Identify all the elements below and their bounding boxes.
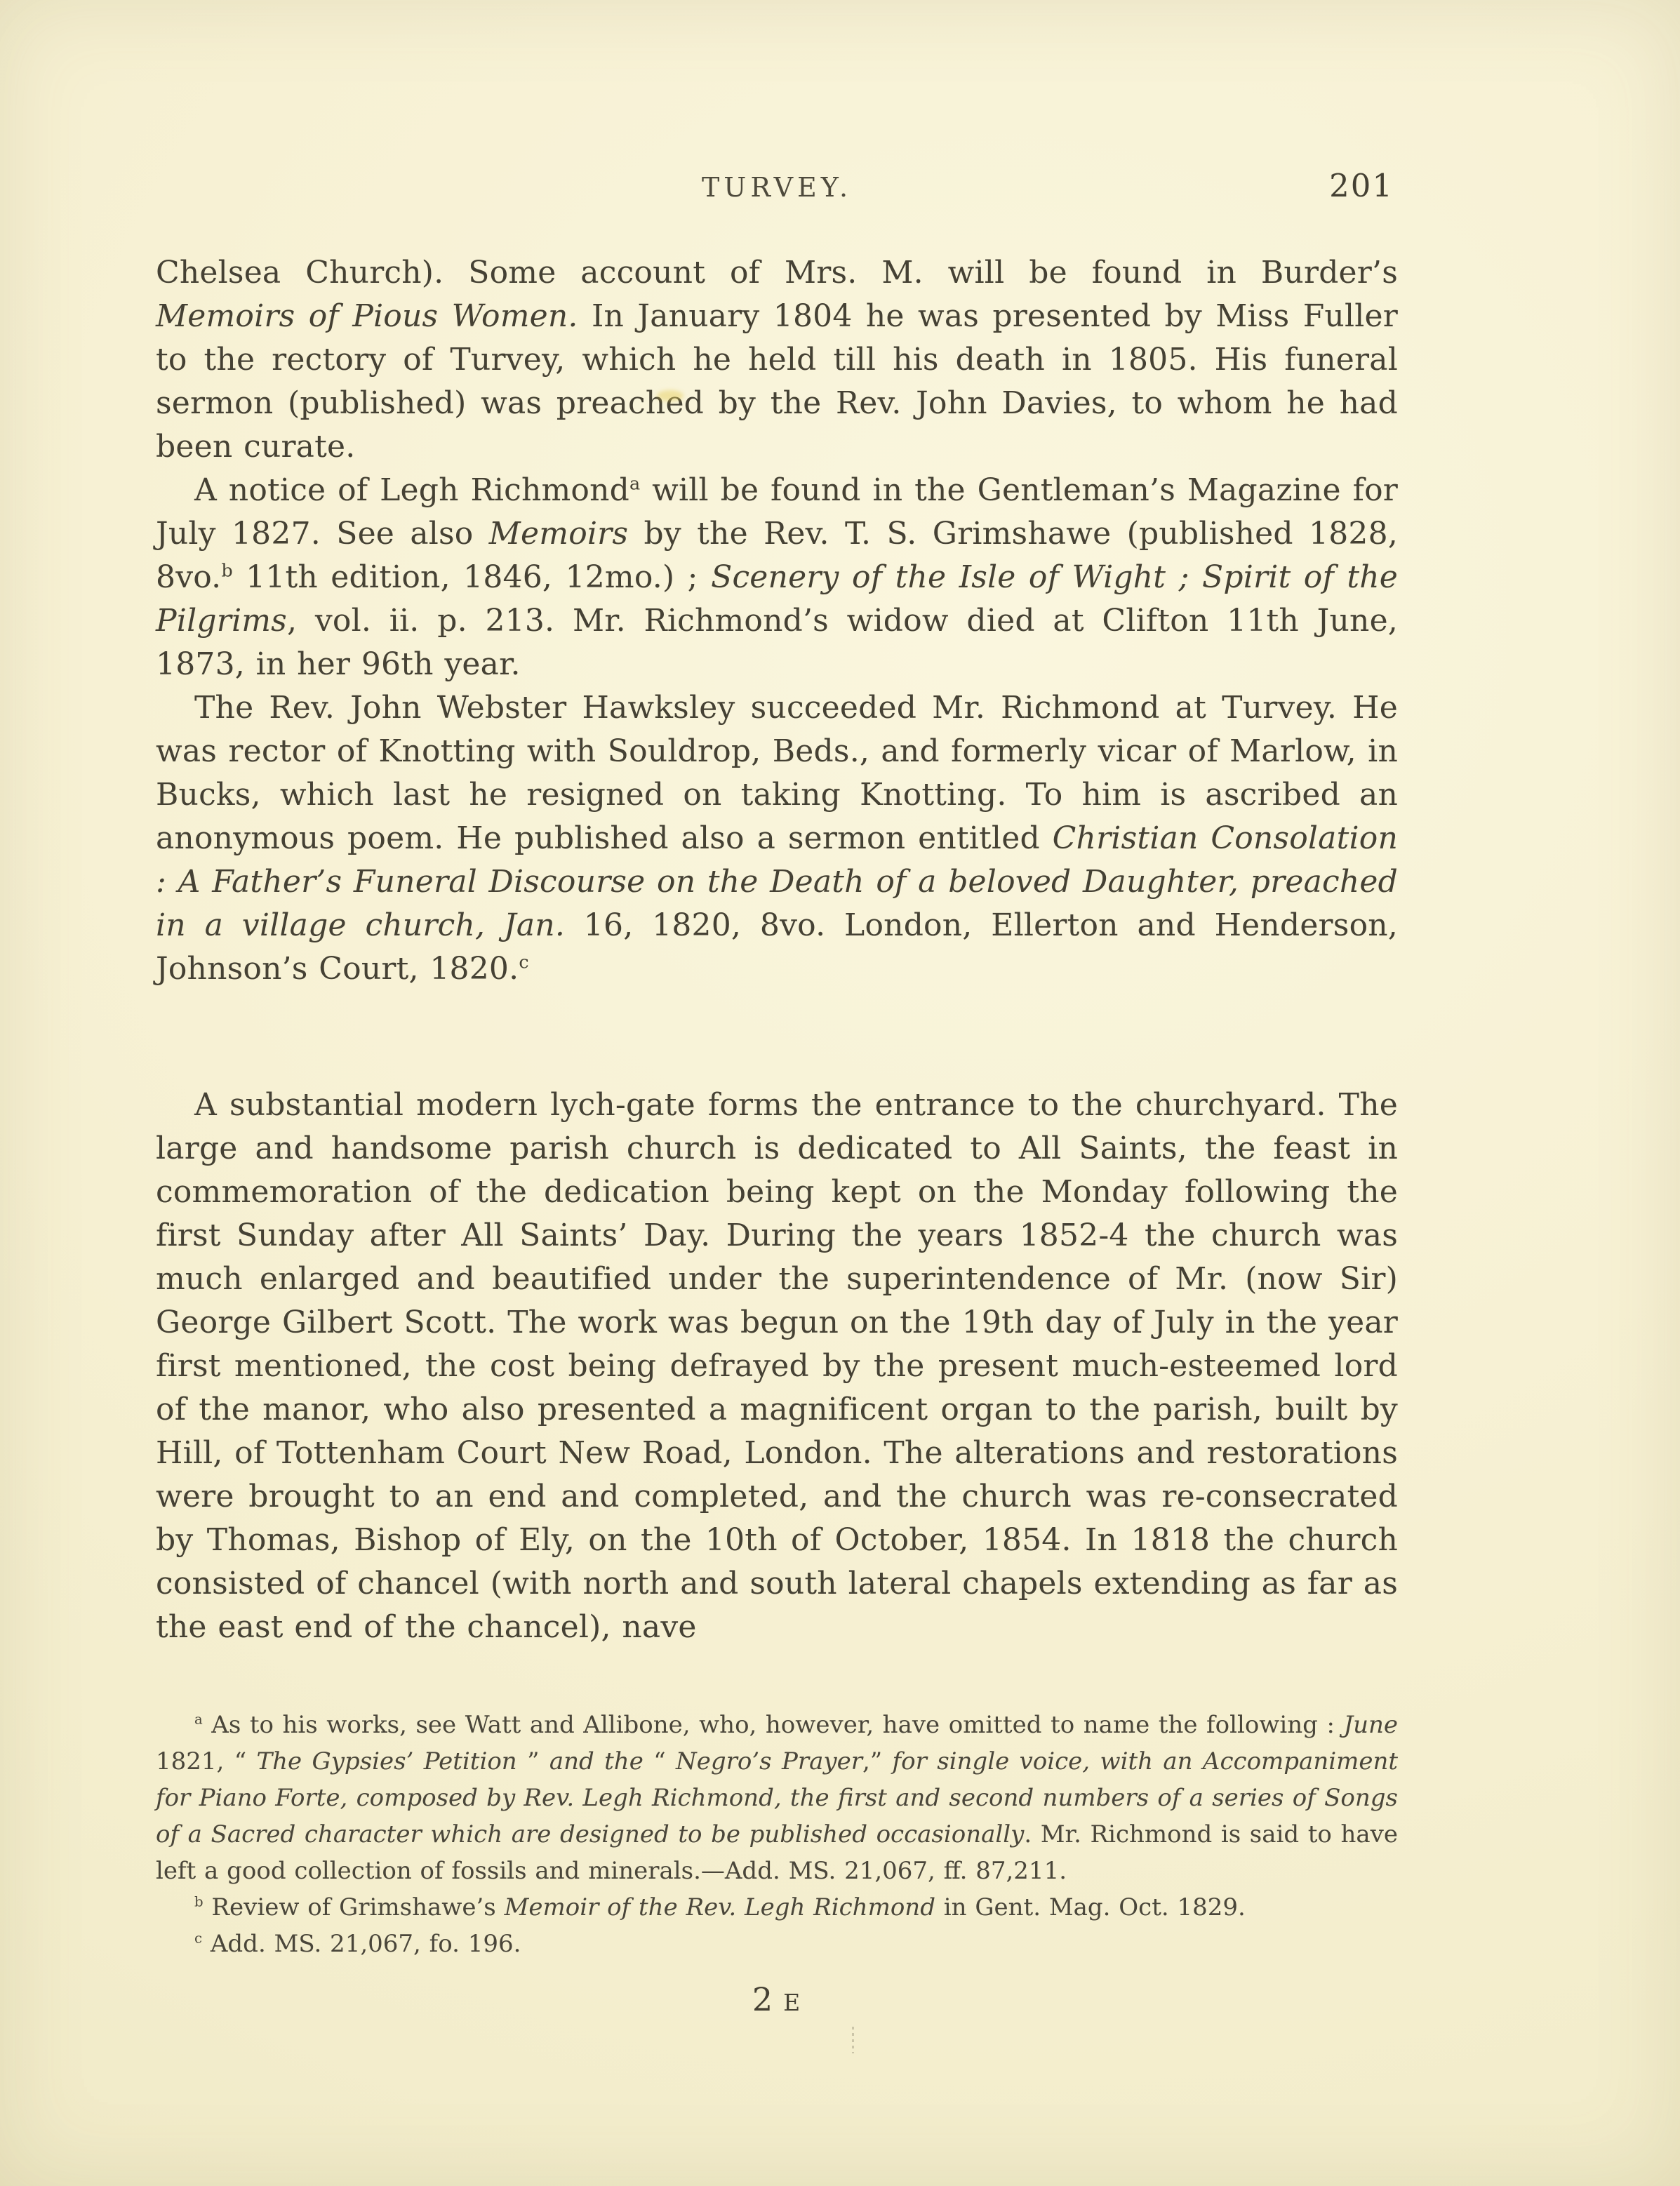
paper-speck: [852, 2027, 854, 2053]
footnote-marker: c: [194, 1930, 203, 1947]
text-segment: Scenery of the Isle of Wight ; Spirit of the Pilgrims: [156, 559, 1398, 639]
text-segment: Memoirs of Pious Women.: [156, 298, 578, 334]
page-header: [156, 167, 1398, 213]
footnote-marker: a: [629, 473, 641, 495]
footnote-marker: a: [194, 1711, 203, 1728]
text-segment: ”: [516, 1747, 549, 1775]
text-segment: 16, 1820, 8vo. London, Ellerton and Henderson, Johnson’s Court, 1820.: [156, 907, 1398, 987]
paragraph-4: [156, 1084, 1398, 1649]
text-segment: The Gypsies’ Petition: [256, 1747, 517, 1775]
text-segment: A notice of Legh Richmond: [194, 472, 630, 508]
paragraph-3: [156, 686, 1398, 991]
running-title: TURVEY.: [701, 172, 853, 203]
text-segment: by the Rev. T. S. Grimshawe (published 1828, 8vo.: [156, 516, 1398, 595]
text-segment: Negro’s Prayer: [675, 1747, 862, 1775]
footnote-c: [156, 1926, 1398, 1962]
text-segment: ,”: [862, 1747, 893, 1775]
footnote-a: [156, 1707, 1398, 1889]
text-segment: 1821, “: [156, 1747, 257, 1775]
text-segment: in Gent. Mag. Oct. 1829.: [935, 1893, 1246, 1921]
text-segment: , vol. ii. p. 213. Mr. Richmond’s widow died at Clifton 11th June, 1873, in her 96th year.: [156, 603, 1398, 682]
text-segment: June: [1343, 1711, 1398, 1739]
text-segment: Memoir of the Rev. Legh Richmond: [504, 1893, 935, 1921]
paragraph-1: [156, 251, 1398, 469]
text-segment: Chelsea Church). Some account of Mrs. M. will be found in Burder’s: [156, 255, 1398, 291]
footnote-marker: b: [221, 560, 233, 582]
text-segment: 11th edition, 1846, 12mo.) ;: [232, 559, 712, 595]
text-segment: As to his works, see Watt and Allibone, who, however, have omitted to name the following :: [202, 1711, 1344, 1739]
text-segment: and the: [549, 1747, 644, 1775]
text-segment: will be found in the Gentleman’s Magazine for July 1827. See also: [156, 472, 1399, 552]
text-segment: Add. MS. 21,067, fo. 196.: [202, 1930, 521, 1958]
text-segment: . Mr. Richmond is said to have left a good collection of fossils and minerals.—Add. MS. 21,067, ff. 87,211.: [156, 1820, 1399, 1885]
text-segment: Memoirs: [488, 516, 629, 552]
footnote-marker: b: [194, 1893, 204, 1910]
footnote-b: [156, 1889, 1398, 1926]
text-segment: for single voice, with an Accompaniment for Piano Forte, composed by Rev. Legh Richmond, the first and second numbers of a series of Songs of a Sacred character which are designed to be published occasionally: [156, 1747, 1399, 1848]
paper-stain: [657, 390, 684, 401]
page-number: 201: [1329, 167, 1394, 204]
text-segment: “: [643, 1747, 676, 1775]
footnote-marker: c: [519, 952, 529, 973]
text-segment: Review of Grimshawe’s: [203, 1893, 505, 1921]
text-segment: In January 1804 he was presented by Miss Fuller to the rectory of Turvey, which he held till his death in 1805. His funeral sermon (published) was preached by the Rev. John Davies, to whom he had been curate.: [156, 298, 1398, 465]
text-column: [156, 251, 1398, 2018]
text-segment: A substantial modern lych-gate forms the entrance to the churchyard. The large and handsome parish church is dedicated to All Saints, the feast in commemoration of the dedication being kept on the Monday following the first Sunday after All Saints’ Day. During the years 1852-4 the church was much enlarged and beautified under the superintendence of Mr. (now Sir) George Gilbert Scott. The work was begun on the 19th day of July in the year first mentioned, the cost being defrayed by the present much-esteemed lord of the manor, who also presented a magnificent organ to the parish, built by Hill, of Tottenham Court New Road, London. The alterations and restorations were brought to an end and completed, and the church was re-consecrated by Thomas, Bishop of Ely, on the 10th of October, 1854. In 1818 the church consisted of chancel (with north and south lateral chapels extending as far as the east end of the chancel), nave: [156, 1087, 1398, 1645]
signature-number: 2: [752, 1980, 773, 2018]
signature-mark: [156, 1980, 1398, 2018]
text-segment: Christian Consolation : A Father’s Funeral Discourse on the Death of a beloved Daughter, preached in a village church, Jan.: [156, 820, 1398, 943]
text-segment: The Rev. John Webster Hawksley succeeded Mr. Richmond at Turvey. He was rector of Knotting with Souldrop, Beds., and formerly vicar of Marlow, in Bucks, which last he resigned on taking Knotting. To him is ascribed an anonymous poem. He published also a sermon entitled: [156, 690, 1398, 856]
body-text: [156, 251, 1398, 1649]
paragraph-2: [156, 469, 1398, 686]
footnotes: [156, 1707, 1398, 1962]
signature-letter: E: [783, 1989, 802, 2016]
